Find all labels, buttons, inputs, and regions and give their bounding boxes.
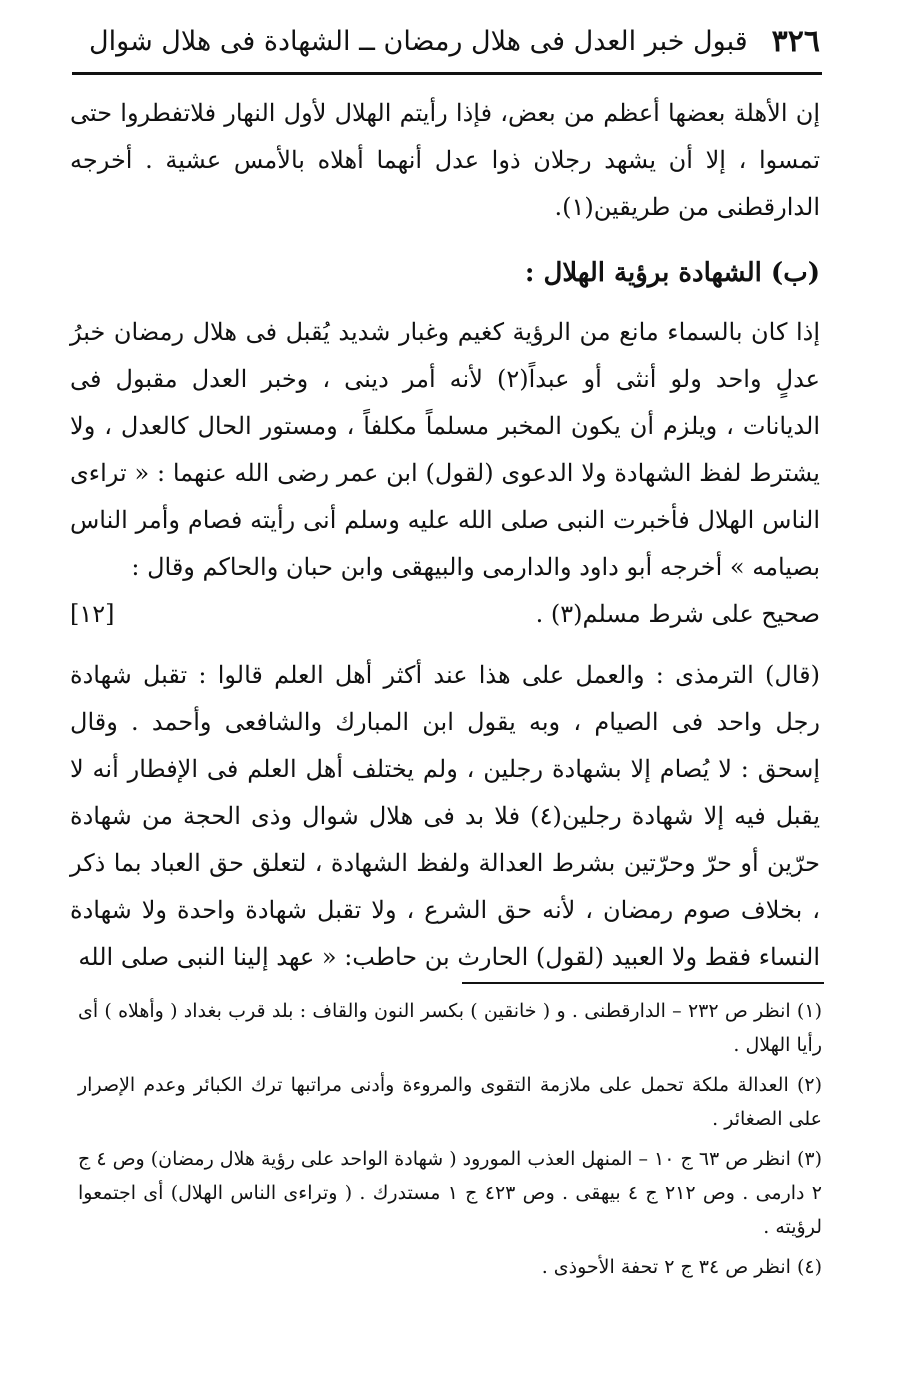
paragraph-1: إن الأهلة بعضها أعظم من بعض، فإذا رأيتم الهلال لأول النهار فلاتفطروا حتى تمسوا ، إلا أن يشهد رجلان ذوا عدل أنهما أهلاه بالأمس عشية . أخرجه الدارقطنى من طريقين(١). (70, 99, 821, 221)
footnote-rule (462, 982, 824, 984)
paragraph-2-text: إذا كان بالسماء مانع من الرؤية كغيم وغبار شديد يُقبل فى هلال رمضان خبرُ عدلٍ واحد ولو أنثى أو عبداً(٢) لأنه أمر دينى ، وخبر العدل مقبول فى الديانات ، ويلزم أن يكون المخبر مسلماً مكلفاً ، ومستور الحال كالعدل ، ولا يشترط لفظ الشهادة ولا الدعوى (لقول) ابن عمر رضى الله عنهما : « تراءى الناس الهلال فأخبرت النبى صلى الله عليه وسلم أنى رأيته فصام وأمر الناس بصيامه » أخرجه أبو داود والدارمى والبيهقى وابن حبان والحاكم وقال : (70, 318, 821, 581)
header-rule (72, 72, 822, 75)
page-number: ٣٢٦ (771, 23, 820, 59)
paragraph-2 (70, 309, 820, 591)
section-heading: (ب) الشهادة برؤية الهلال : (524, 258, 820, 288)
footnotes (78, 994, 822, 1290)
footnote-1: (١) انظر ص ٢٣٢ – الدارقطنى . و ( خانقين ) بكسر النون والقاف : بلد قرب بغداد ( وأهلاه ) أى رأيا الهلال . (78, 1000, 822, 1056)
paragraph-2-end: صحيح على شرط مسلم(٣) . (535, 600, 820, 628)
footnote-4: (٤) انظر ص ٣٤ ج ٢ تحفة الأحوذى . (541, 1256, 822, 1278)
running-title: قبول خبر العدل فى هلال رمضان ــ الشهادة فى هلال شوال (89, 25, 748, 57)
footnote-3: (٣) انظر ص ٦٣ ج ١٠ – المنهل العذب المورود ( شهادة الواحد على رؤية هلال رمضان) وص ٤ ج ٢ دارمى . وص ٢١٢ ج ٤ بيهقى . وص ٤٢٣ ج ١ مستدرك . ( وتراءى الناس الهلال) أى اجتمعوا لرؤيته . (78, 1148, 823, 1238)
paragraph-2-ending (70, 591, 820, 638)
section-marker: [١٢] (70, 600, 115, 628)
footnote-2: (٢) العدالة ملكة تحمل على ملازمة التقوى والمروءة وأدنى مراتبها ترك الكبائر وعدم الإصرار على الصغائر . (78, 1074, 822, 1130)
page-header (75, 18, 820, 64)
main-text (70, 90, 820, 981)
paragraph-3: (قال) الترمذى : والعمل على هذا عند أكثر أهل العلم قالوا : تقبل شهادة رجل واحد فى الصيام ، وبه يقول ابن المبارك والشافعى وأحمد . وقال إسحق : لا يُصام إلا بشهادة رجلين ، ولم يختلف أهل العلم فى الإفطار أنه لا يقبل فيه إلا شهادة رجلين(٤) فلا بد فى هلال شوال وذى الحجة من شهادة حرّين أو حرّ وحرّتين بشرط العدالة ولفظ الشهادة ، لتعلق حق العباد بما ذكر ، بخلاف صوم رمضان ، لأنه حق الشرع ، ولا تقبل شهادة واحدة ولا شهادة النساء فقط ولا العبيد (لقول) الحارث بن حاطب: « عهد إلينا النبى صلى الله (70, 661, 820, 971)
